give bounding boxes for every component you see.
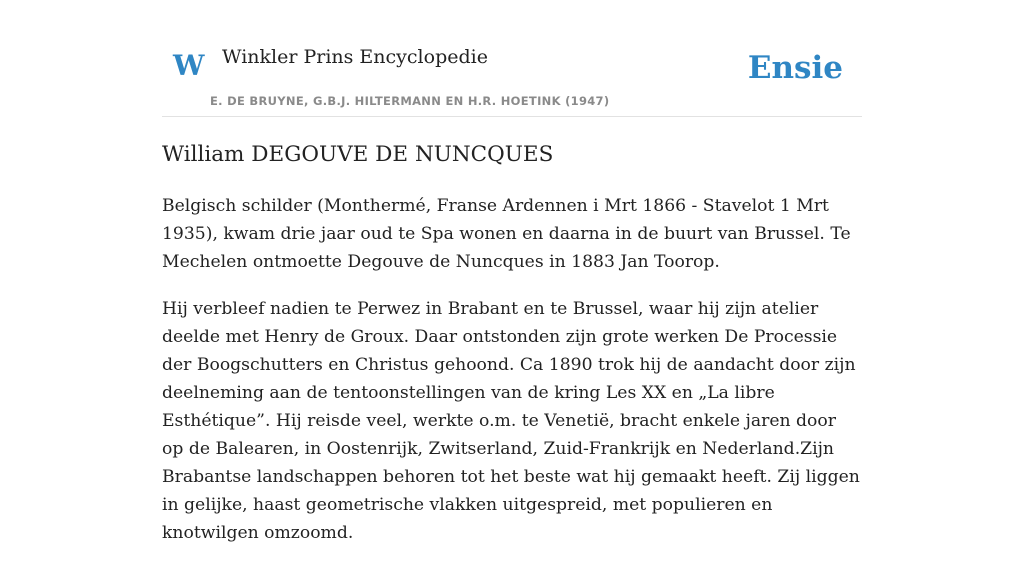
book-title[interactable]: Winkler Prins Encyclopedie [222,46,488,68]
article-paragraph: Belgisch schilder (Monthermé, Franse Ardennen i Mrt 1866 - Stavelot 1 Mrt 1935), kwam drie jaar oud te Spa wonen en daarna in de buurt van Brussel. Te Mechelen ontmoette Degouve de Nuncques in 1883 Jan Toorop. [162,196,851,272]
article-paragraph: Hij verbleef nadien te Perwez in Brabant en te Brussel, waar hij zijn atelier deelde met Henry de Groux. Daar ontstonden zijn grote werken De Processie der Boogschutters en Christus gehoond. Ca 1890 trok hij de aandacht door zijn deelneming aan de tentoonstellingen van de kring Les XX en „La libre Esthétique”. Hij reisde veel, werkte o.m. te Venetië, bracht enkele jaren door op de Balearen, in Oostenrijk, Zwitserland, Zuid-Frankrijk en Nederland.Zijn Brabantse landschappen behoren tot het beste wat hij gemaakt heeft. Zij liggen in gelijke, haast geometrische vlakken uitgespreid, met populieren en knotwilgen omzoomd. [162,299,860,543]
ensie-logo[interactable]: Ensie [747,50,843,86]
book-authors: E. DE BRUYNE, G.B.J. HILTERMANN EN H.R. HOETINK (1947) [210,94,610,108]
article [162,140,862,566]
article-title: William DEGOUVE DE NUNCQUES [162,142,554,167]
book-logo[interactable]: W [173,49,205,82]
header [162,0,862,117]
